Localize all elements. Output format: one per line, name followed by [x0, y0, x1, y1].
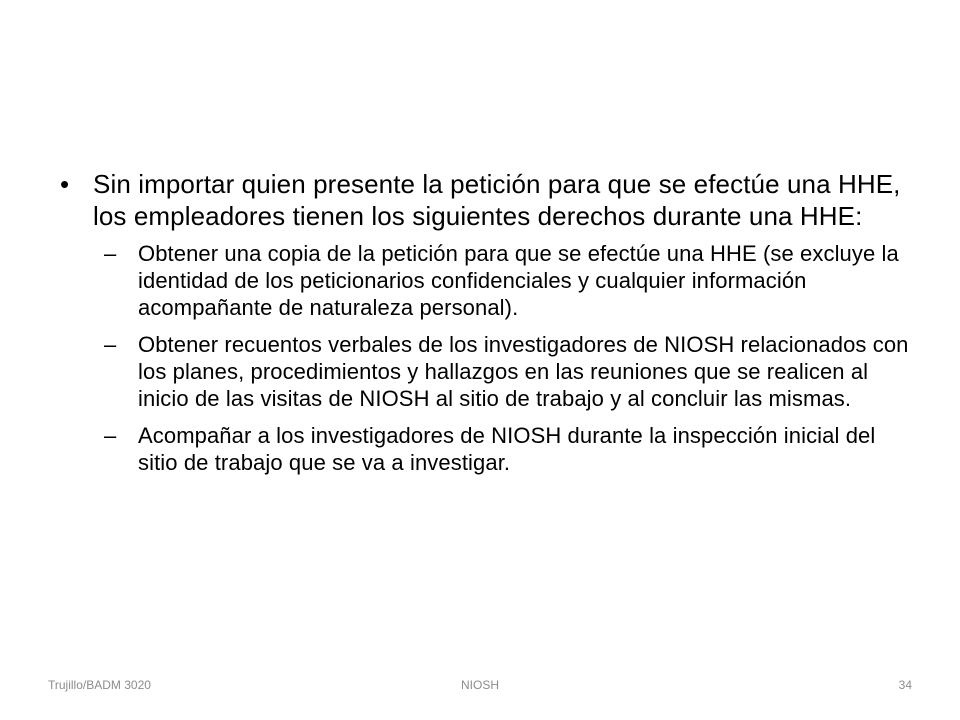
sub-bullet-list — [60, 240, 920, 476]
sub-bullet — [60, 240, 920, 321]
sub-bullet-text: Obtener una copia de la petición para que se efectúe una HHE (se excluye la identidad de los peticionarios confidenciales y cualquier información acompañante de naturaleza personal). — [138, 241, 899, 320]
slide-number: 34 — [898, 678, 912, 692]
bullet-marker: • — [60, 169, 70, 199]
main-bullet — [60, 168, 920, 232]
main-bullet-text: Sin importar quien presente la petición para que se efectúe una HHE, los empleadores tienen los siguientes derechos durante una HHE: — [93, 169, 901, 231]
footer-author: Trujillo/BADM 3020 — [48, 678, 151, 692]
dash-marker: – — [104, 423, 117, 448]
dash-marker: – — [104, 332, 117, 357]
footer-topic: NIOSH — [460, 678, 499, 692]
slide-content — [60, 168, 920, 486]
sub-bullet — [60, 331, 920, 412]
sub-bullet-text: Obtener recuentos verbales de los investigadores de NIOSH relacionados con los planes, procedimientos y hallazgos en las reuniones que se realicen al inicio de las visitas de NIOSH al sitio de trabajo y al concluir las mismas. — [138, 332, 909, 411]
sub-bullet — [60, 422, 920, 476]
dash-marker: – — [104, 241, 117, 266]
sub-bullet-text: Acompañar a los investigadores de NIOSH durante la inspección inicial del sitio de trabajo que se va a investigar. — [138, 423, 876, 475]
